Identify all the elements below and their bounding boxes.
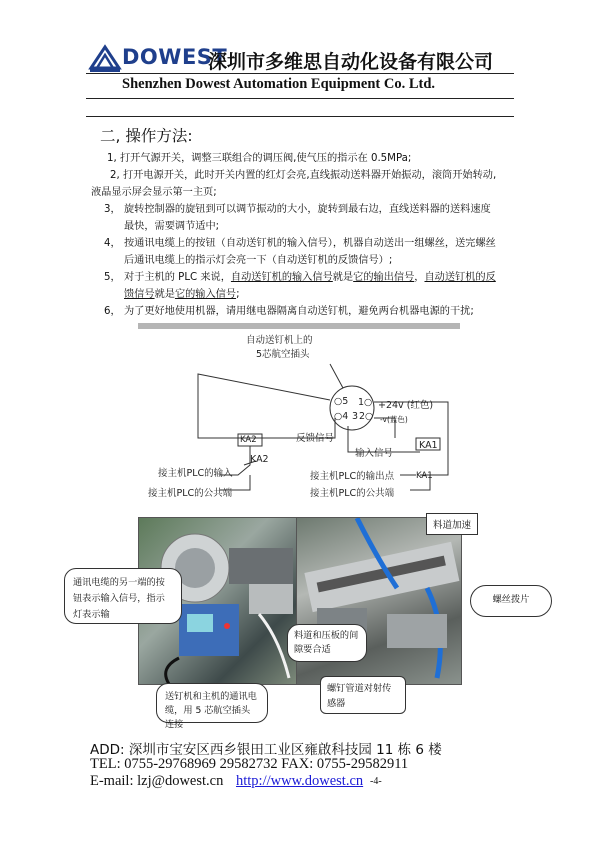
section-rule: [86, 116, 514, 117]
section-title: 二, 操作方法:: [100, 127, 193, 145]
connector-label-1: 自动送钉机上的: [246, 335, 313, 346]
callout-sensor: 螺钉管道对射传感器: [320, 676, 406, 714]
ka2-box: KA2: [240, 435, 257, 445]
footer-tel: TEL: 0755-29768969 29582732 FAX: 0755-29582911: [90, 756, 409, 772]
plc-output-label: 接主机PLC的输出点: [310, 471, 395, 482]
logo-text: DOWEST: [122, 45, 228, 69]
feedback-signal: 反馈信号: [296, 433, 335, 444]
callout-comm-cable: 送钉机和主机的通讯电缆，用 5 芯航空插头连接: [156, 683, 268, 723]
company-name-cn: 深圳市多维思自动化设备有限公司: [208, 51, 494, 73]
ka2-label: KA2: [250, 454, 269, 465]
plc-common-left: 接主机PLC的公共端: [148, 488, 233, 499]
header-rule-bottom: [86, 98, 514, 99]
step-1: 1, 打开气源开关，调整三联组合的调压阀,使气压的指示在 0.5MPa;: [107, 153, 412, 164]
callout-cable-button: 通讯电缆的另一端的按钮表示输入信号，指示灯表示输: [64, 568, 182, 624]
step-4: 按通讯电缆上的按钮（自动送钉机的输入信号），机器自动送出一组螺丝，送完螺丝: [124, 238, 496, 249]
ka1-box: KA1: [419, 440, 438, 451]
step-3: 旋转控制器的旋钮到可以调节振动的大小，旋转到最右边，直线送料器的送料速度: [124, 204, 491, 215]
dowest-logo-icon: [88, 44, 122, 74]
pin-3: 3: [352, 411, 359, 422]
step-5-num: 5，: [104, 272, 121, 283]
step-3-cont: 最快，需要调节适中;: [124, 221, 220, 232]
input-signal: 输入信号: [355, 448, 394, 459]
callout-feed-speed: 料道加速: [426, 513, 478, 535]
power-negative: -v(蓝色): [380, 415, 408, 424]
pin-2: 2○: [359, 411, 374, 422]
step-6: 为了更好地使用机器，请用继电器隔离自动送钉机，避免两台机器电源的干扰;: [124, 306, 474, 317]
pin-1: 1○: [358, 397, 373, 408]
pin-5: ○5: [334, 396, 349, 407]
footer-email[interactable]: E-mail: lzj@dowest.cn: [90, 773, 224, 789]
company-name-en: Shenzhen Dowest Automation Equipment Co. Ltd.: [122, 76, 436, 92]
pin-4: ○4: [334, 411, 349, 422]
callout-screw-pusher: 螺丝拨片: [470, 585, 552, 617]
step-6-num: 6，: [104, 306, 121, 317]
header-rule-top: [86, 73, 514, 74]
step-4-num: 4，: [104, 238, 121, 249]
plc-common-right: 接主机PLC的公共端: [310, 488, 395, 499]
page-number: -4-: [370, 776, 382, 787]
step-2-cont: 液晶显示屏会显示第一主页;: [91, 187, 217, 198]
step-4-cont: 后通讯电缆上的指示灯会亮一下（自动送钉机的反馈信号）;: [124, 255, 393, 266]
step-2: 2, 打开电源开关，此时开关内置的红灯会亮,直线振动送料器开始振动，滚筒开始转动,: [110, 170, 497, 181]
footer-website-link[interactable]: http://www.dowest.cn: [236, 773, 364, 789]
step-5-cont: 馈信号就是它的输入信号;: [124, 289, 240, 300]
step-5: 对于主机的 PLC 来说，自动送钉机的输入信号就是它的输出信号，自动送钉机的反: [124, 272, 496, 283]
connector-label-2: 5芯航空插头: [256, 349, 310, 360]
plc-input-label: 接主机PLC的输入: [158, 468, 233, 479]
step-3-num: 3，: [104, 204, 121, 215]
ka1-label: KA1: [416, 471, 433, 481]
diagram-divider: [138, 323, 460, 329]
callout-gap: 料道和压板的间隙要合适: [287, 624, 367, 662]
footer-address: ADD: 深圳市宝安区西乡银田工业区雍啟科技园 11 栋 6 楼: [90, 742, 442, 758]
power-positive: +24v (红色): [378, 400, 434, 411]
